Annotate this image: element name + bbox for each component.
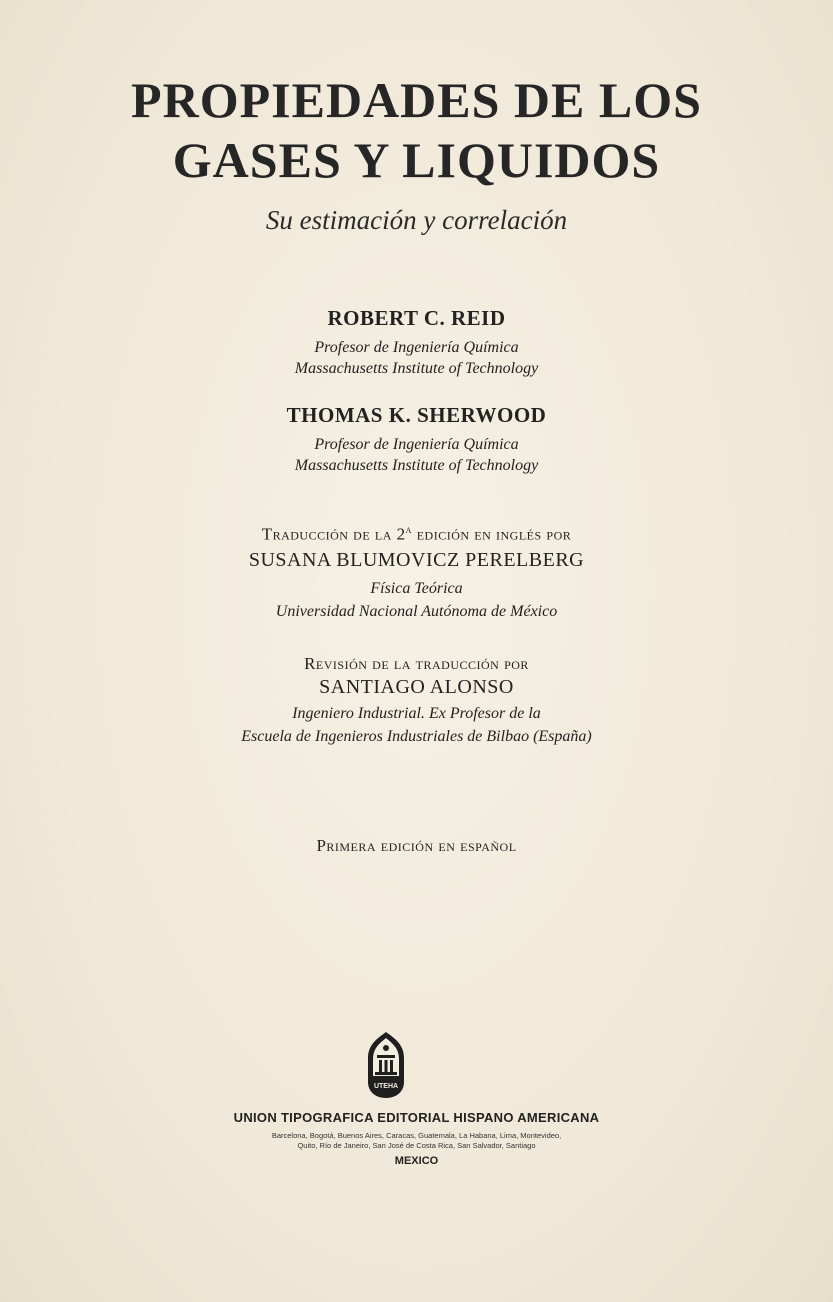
author-2-name: THOMAS K. SHERWOOD [286,403,547,427]
book-subtitle: Su estimación y correlación [265,205,568,235]
uteha-emblem-icon [364,1030,408,1100]
translation-section [0,524,833,622]
publisher-cities-line-1: Barcelona, Bogotá, Buenos Aires, Caracas, Guatemala, La Habana, Lima, Montevideo, [271,1131,562,1140]
author-1-role: Profesor de Ingeniería Química [314,339,519,356]
reviser-role: Ingeniero Industrial. Ex Profesor de la [292,705,541,722]
svg-text:UTEHA: UTEHA [373,1083,399,1090]
revision-heading: Revisión de la traducción por [304,654,529,673]
publisher-city: MEXICO [394,1155,439,1167]
author-2 [0,403,833,476]
author-1-institution: Massachusetts Institute of Technology [294,360,539,377]
author-2-role: Profesor de Ingeniería Química [314,436,519,453]
author-1 [0,306,833,379]
publisher-block [0,1110,833,1167]
edition-note: Primera edición en español [316,836,517,855]
translator-institution: Universidad Nacional Autónoma de México [275,602,558,620]
title-line-2: GASES Y LIQUIDOS [172,132,661,188]
publisher-name: UNION TIPOGRAFICA EDITORIAL HISPANO AMERICANA [233,1110,600,1125]
revision-section [0,654,833,747]
title-line-1: PROPIEDADES DE LOS [131,72,702,128]
translation-heading: Traducción de la 2$^a$ edición en inglés por [261,524,572,544]
reviser-name: SANTIAGO ALONSO [319,676,514,698]
author-1-name: ROBERT C. REID [327,306,506,330]
translator-role: Física Teórica [370,579,463,597]
author-2-institution: Massachusetts Institute of Technology [294,457,539,474]
translator-name: SUSANA BLUMOVICZ PERELBERG [248,548,585,571]
publisher-cities-line-2: Quito, Río de Janeiro, San José de Costa Rica, San Salvador, Santiago [297,1141,536,1150]
reviser-institution: Escuela de Ingenieros Industriales de Bilbao (España) [241,728,592,745]
book-title [0,70,833,190]
